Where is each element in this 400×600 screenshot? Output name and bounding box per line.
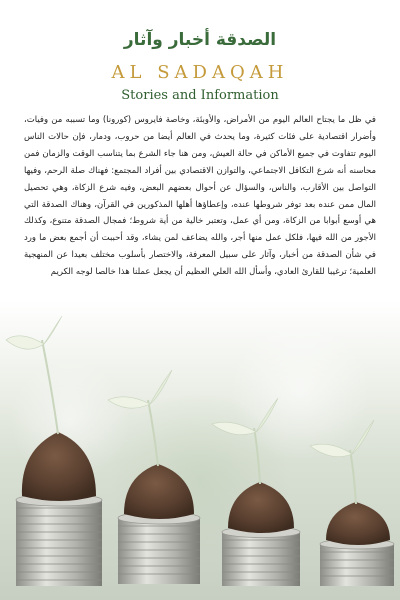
coin-stack-2: [108, 370, 200, 584]
subtitle-english: Stories and Information: [121, 88, 279, 103]
title-english: AL SADAQAH: [111, 62, 289, 83]
coin-stack-4: [310, 420, 394, 586]
coin-stack-3: [212, 398, 300, 586]
body-paragraph: في ظل ما يجتاح العالم اليوم من الأمراض، والأوبئة، وخاصة فايروس (كورونا) وما تسببه من وفيات، وأضرار اقتصادية على فئات كثيرة، وما يحدث في العالم أيضا من حروب، ودمار، فإن حالات الناس اليوم تتفاوت في جميع الأماكن في حالة العيش، ومن هنا جاء الشرع بما يتناسب الوقت والزمان فمن محاسنه أنه شرع التكافل الاجتماعي، والتوازن الاقتصادي بين أفراد المجتمع: فهناك صلة الرحم، وفيها التواصل بين الأقارب، والناس، والسؤال عن أحوال بعضهم البعض، وفيه شرع الزكاة، وهي تحصيل المال ممن عنده بعد توفر شروطها عنده، وإعطاؤها أهلها المذكورين في القرآن، وهناك الصدقة التي هي أوسع أبوابا من الزكاة، ومن أي عمل، وتعتبر خالية من أية شروط؛ فمجال الصدقة متنوع، وكذلك الأجور من الله فيها، فلكل عمل منها أجر، والله يضاعف لمن يشاء، وقد أحببت أن أجمع بعض ما ورد في شأن الصدقة من أخبار، وآثار على سبيل المعرفة، والاختصار بأسلوب مختلف بعيدا عن المنهجية العلمية؛ ترغيبا للقارئ العادي، وأسأل الله العلي العظيم أن يجعل عملنا هذا خالصا لوجه الكريم: [24, 115, 376, 278]
coin-stack-1: [6, 316, 102, 586]
title-arabic: الصدقة أخبار وآثار: [123, 30, 277, 50]
coin-stacks-with-sprouts-icon: [0, 300, 400, 600]
